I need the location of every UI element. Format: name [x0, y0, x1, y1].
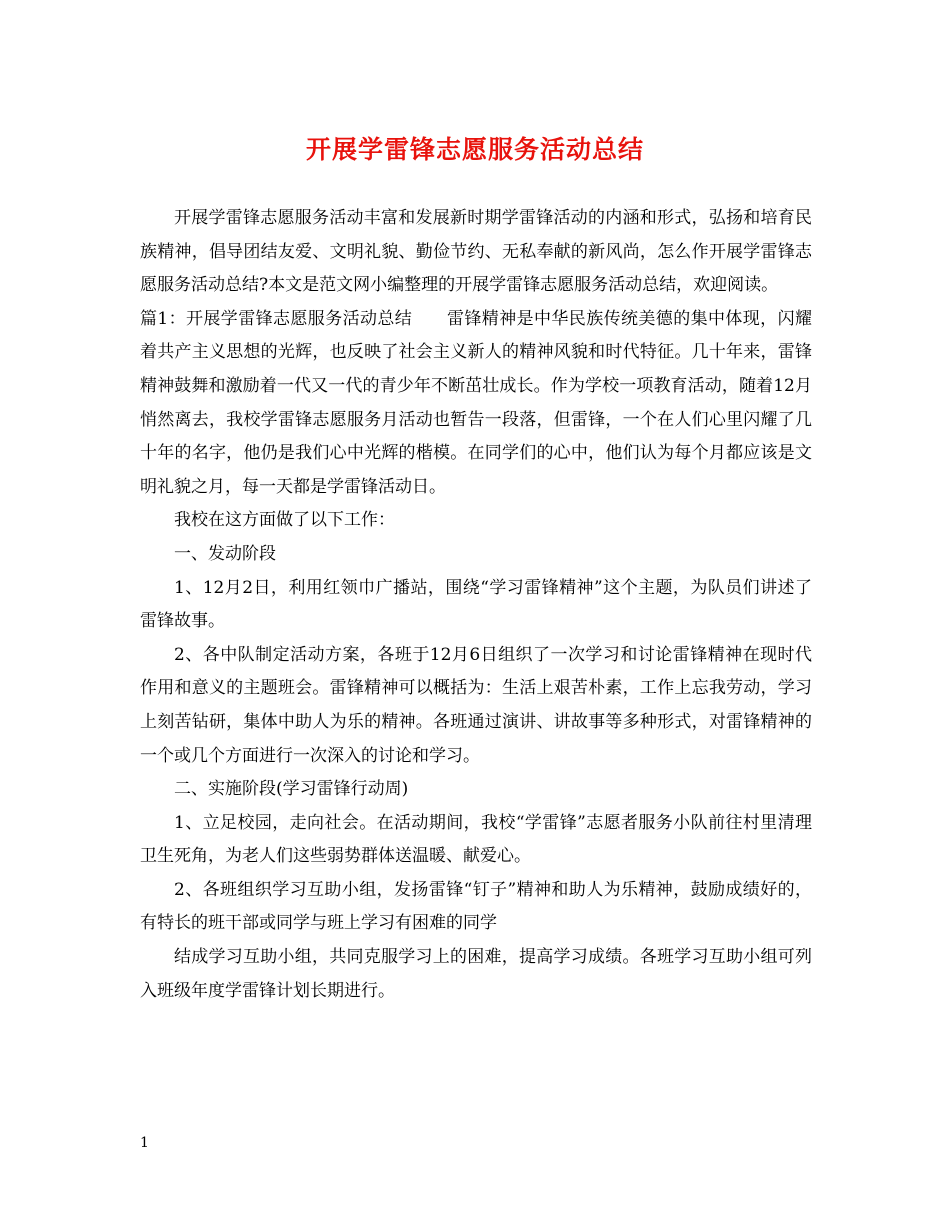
paragraph-item-1: 1、12月2日，利用红领巾广播站，围绕“学习雷锋精神”这个主题，为队员们讲述了雷锋故事。 — [140, 577, 812, 632]
paragraph-work-intro: 我校在这方面做了以下工作： — [174, 510, 395, 531]
section-heading-implementation: 二、实施阶段(学习雷锋行动周) — [174, 779, 409, 800]
paragraph-intro: 开展学雷锋志愿服务活动丰富和发展新时期学雷锋活动的内涵和形式，弘扬和培育民族精神，倡导团结友爱、文明礼貌、勤俭节约、无私奉献的新风尚，怎么作开展学雷锋志愿服务活动总结?本文是范文网小编整理的开展学雷锋志愿服务活动总结，欢迎阅读。 — [140, 208, 812, 296]
paragraph-item-3: 1、立足校园，走向社会。在活动期间，我校“学雷锋”志愿者服务小队前往村里清理卫生死角，为老人们这些弱势群体送温暖、献爱心。 — [140, 812, 812, 867]
section-heading-mobilization: 一、发动阶段 — [174, 543, 276, 564]
paragraph-item-2: 2、各中队制定活动方案，各班于12月6日组织了一次学习和讨论雷锋精神在现时代作用和意义的主题班会。雷锋精神可以概括为：生活上艰苦朴素，工作上忘我劳动，学习上刻苦钻研，集体中助人为乐的精神。各班通过演讲、讲故事等多种形式，对雷锋精神的一个或几个方面进行一次深入的讨论和学习。 — [140, 644, 812, 766]
paragraph-article-1: 篇1：开展学雷锋志愿服务活动总结 雷锋精神是中华民族传统美德的集中体现，闪耀着共产主义思想的光辉，也反映了社会主义新人的精神风貌和时代特征。几十年来，雷锋精神鼓舞和激励着一代又一代的青少年不断茁壮成长。作为学校一项教育活动，随着12月悄然离去，我校学雷锋志愿服务月活动也暂告一段落，但雷锋，一个在人们心里闪耀了几十年的名字，他仍是我们心中光辉的楷模。在同学们的心中，他们认为每个月都应该是文明礼貌之月，每一天都是学雷锋活动日。 — [140, 308, 812, 497]
paragraph-item-4: 2、各班组织学习互助小组，发扬雷锋“钉子”精神和助人为乐精神，鼓励成绩好的，有特长的班干部或同学与班上学习有困难的同学 — [140, 879, 812, 934]
page-number: 1 — [140, 1135, 149, 1151]
document-body — [140, 202, 812, 1008]
paragraph-item-4-continued: 结成学习互助小组，共同克服学习上的困难，提高学习成绩。各班学习互助小组可列入班级年度学雷锋计划长期进行。 — [140, 947, 812, 1001]
document-title: 开展学雷锋志愿服务活动总结 — [305, 135, 644, 164]
